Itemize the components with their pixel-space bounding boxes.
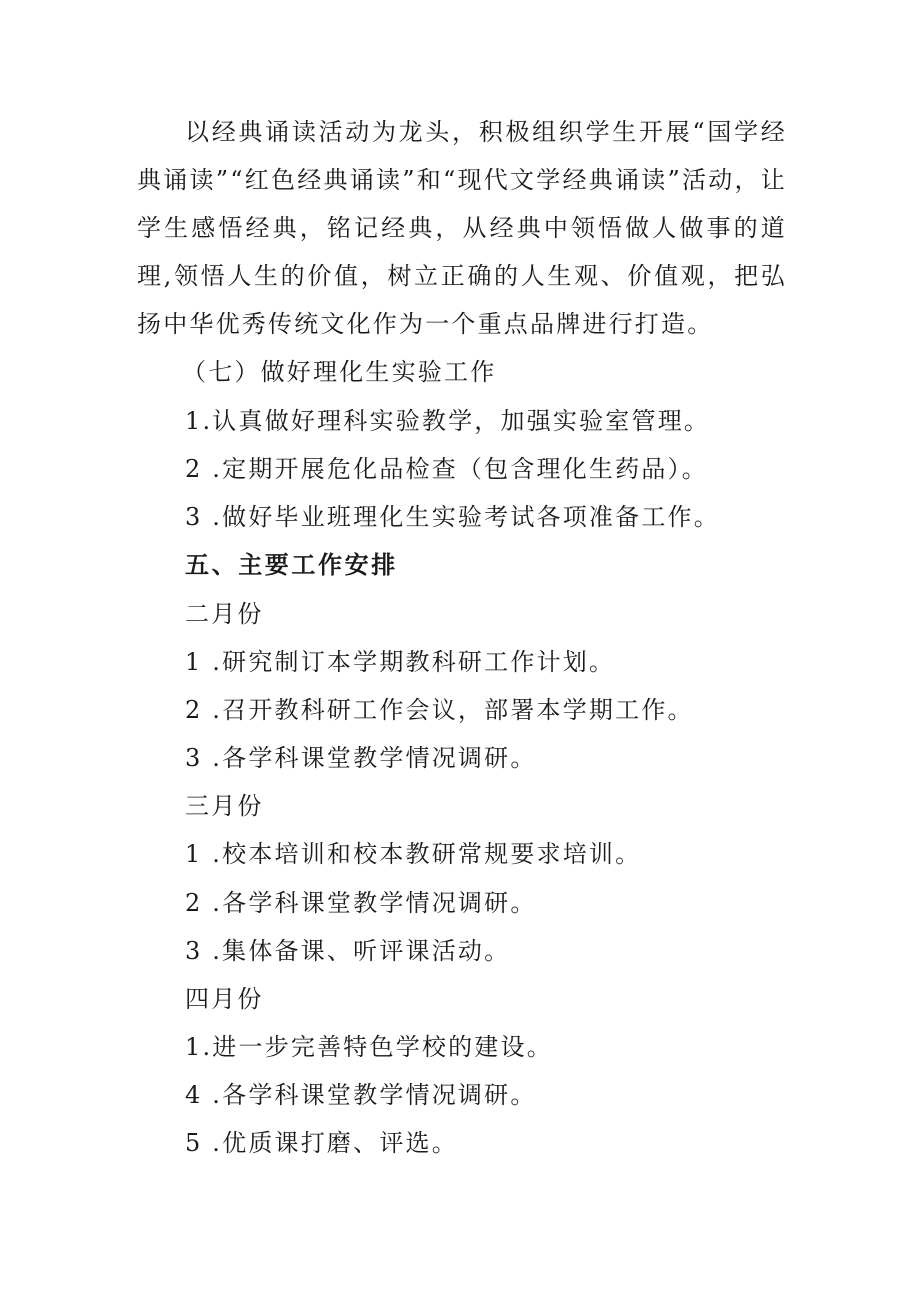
march-item-3: 3 .集体备课、听评课活动。 xyxy=(185,937,511,965)
section-seven-item-3: 3 .做好毕业班理化生实验考试各项准备工作。 xyxy=(185,503,720,531)
february-item-1: 1 .研究制订本学期教科研工作计划。 xyxy=(185,648,616,676)
february-item-2: 2 .召开教科研工作会议，部署本学期工作。 xyxy=(185,696,694,724)
february-item-3: 3 .各学科课堂教学情况调研。 xyxy=(185,744,537,772)
intro-paragraph: 以经典诵读活动为龙头，积极组织学生开展“国学经典诵读”“红色经典诵读”和“现代文学经典诵读”活动，让学生感悟经典，铭记经典，从经典中领悟做人做事的道理,领悟人生的价值，树立正确的人生观、价值观，把弘扬中华优秀传统文化作为一个重点品牌进行打造。 xyxy=(137,118,787,338)
section-seven-item-1: 1.认真做好理科实验教学，加强实验室管理。 xyxy=(185,407,711,435)
section-seven-item-2: 2 .定期开展危化品检查（包含理化生药品）。 xyxy=(185,455,708,483)
section-five-title: 五、主要工作安排 xyxy=(185,551,398,579)
month-march-title: 三月份 xyxy=(185,792,264,820)
march-item-2: 2 .各学科课堂教学情况调研。 xyxy=(185,889,537,917)
month-february-title: 二月份 xyxy=(185,600,264,628)
month-april-title: 四月份 xyxy=(185,985,264,1013)
april-item-3: 5 .优质课打磨、评选。 xyxy=(185,1129,458,1157)
march-item-1: 1 .校本培训和校本教研常规要求培训。 xyxy=(185,840,642,868)
april-item-1: 1.进一步完善特色学校的建设。 xyxy=(185,1033,553,1061)
april-item-2: 4 .各学科课堂教学情况调研。 xyxy=(185,1081,537,1109)
section-seven-title: （七）做好理化生实验工作 xyxy=(182,358,497,386)
